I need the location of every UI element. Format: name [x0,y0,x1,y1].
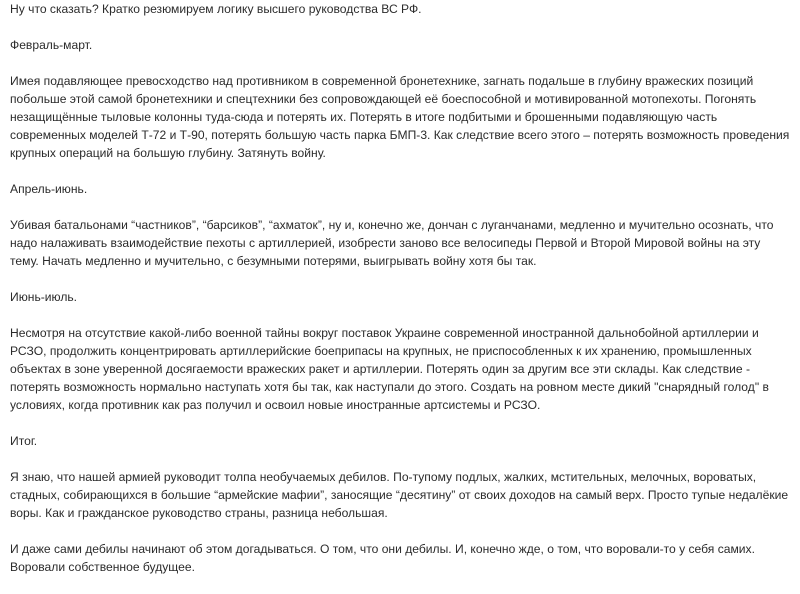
post-heading-feb-mar: Февраль-март. [10,38,93,52]
post-body [10,0,790,594]
post-paragraph-intro: Ну что сказать? Кратко резюмируем логику высшего руководства ВС РФ. [10,2,422,16]
post-paragraph-jun-jul: Несмотря на отсутствие какой-либо военной тайны вокруг поставок Украине современной иностранной дальнобойной артиллерии и РСЗО, продолжить концентрировать артиллерийские боеприпасы на крупных, не приспособленных к их хранению, промышленных объектах в зоне уверенной досягаемости вражеских ракет и артиллерии. Потерять один за другим все эти склады. Как следствие - потерять возможность нормально наступать хотя бы так, как наступали до этого. Создать на ровном месте дикий "снарядный голод" в условиях, когда противник как раз получил и освоил новые иностранные артсистемы и РСЗО. [10,326,769,412]
post-paragraph-feb-mar: Имея подавляющее превосходство над противником в современной бронетехнике, загнать подальше в глубину вражеских позиций побольше этой самой бронетехники и спецтехники без сопровождающей её боеспособной и мотивированной мотопехоты. Погонять незащищённые тыловые колонны туда-сюда и потерять их. Потерять в итоге подбитыми и брошенными подавляющую часть современных моделей Т-72 и Т-90, потерять большую часть парка БМП-3. Как следствие всего этого – потерять возможность проведения крупных операций на большую глубину. Затянуть войну. [10,74,790,160]
post-paragraph-conclusion: И даже сами дебилы начинают об этом догадываться. О том, что они дебилы. И, конечно жде, о том, что воровали-то у себя самих. Воровали собственное будущее. [10,542,755,574]
post-heading-result: Итог. [10,434,38,448]
post-heading-jun-jul: Июнь-июль. [10,290,78,304]
post-heading-apr-jun: Апрель-июнь. [10,182,88,196]
post-paragraph-apr-jun: Убивая батальонами “частников”, “барсиков”, “ахматок”, ну и, конечно же, дончан с луганчанами, медленно и мучительно осознать, что надо налаживать взаимодействие пехоты с артиллерией, изобрести заново все велосипеды Первой и Второй Мировой войны на эту тему. Начать медленно и мучительно, с безумными потерями, выигрывать войну хотя бы так. [10,218,774,268]
post-paragraph-result: Я знаю, что нашей армией руководит толпа необучаемых дебилов. По-тупому подлых, жалких, мстительных, мелочных, вороватых, стадных, собирающихся в большие “армейские мафии”, заносящие “десятину” от своих доходов на самый верх. Просто тупые недалёкие воры. Как и гражданское руководство страны, разница небольшая. [10,470,789,520]
